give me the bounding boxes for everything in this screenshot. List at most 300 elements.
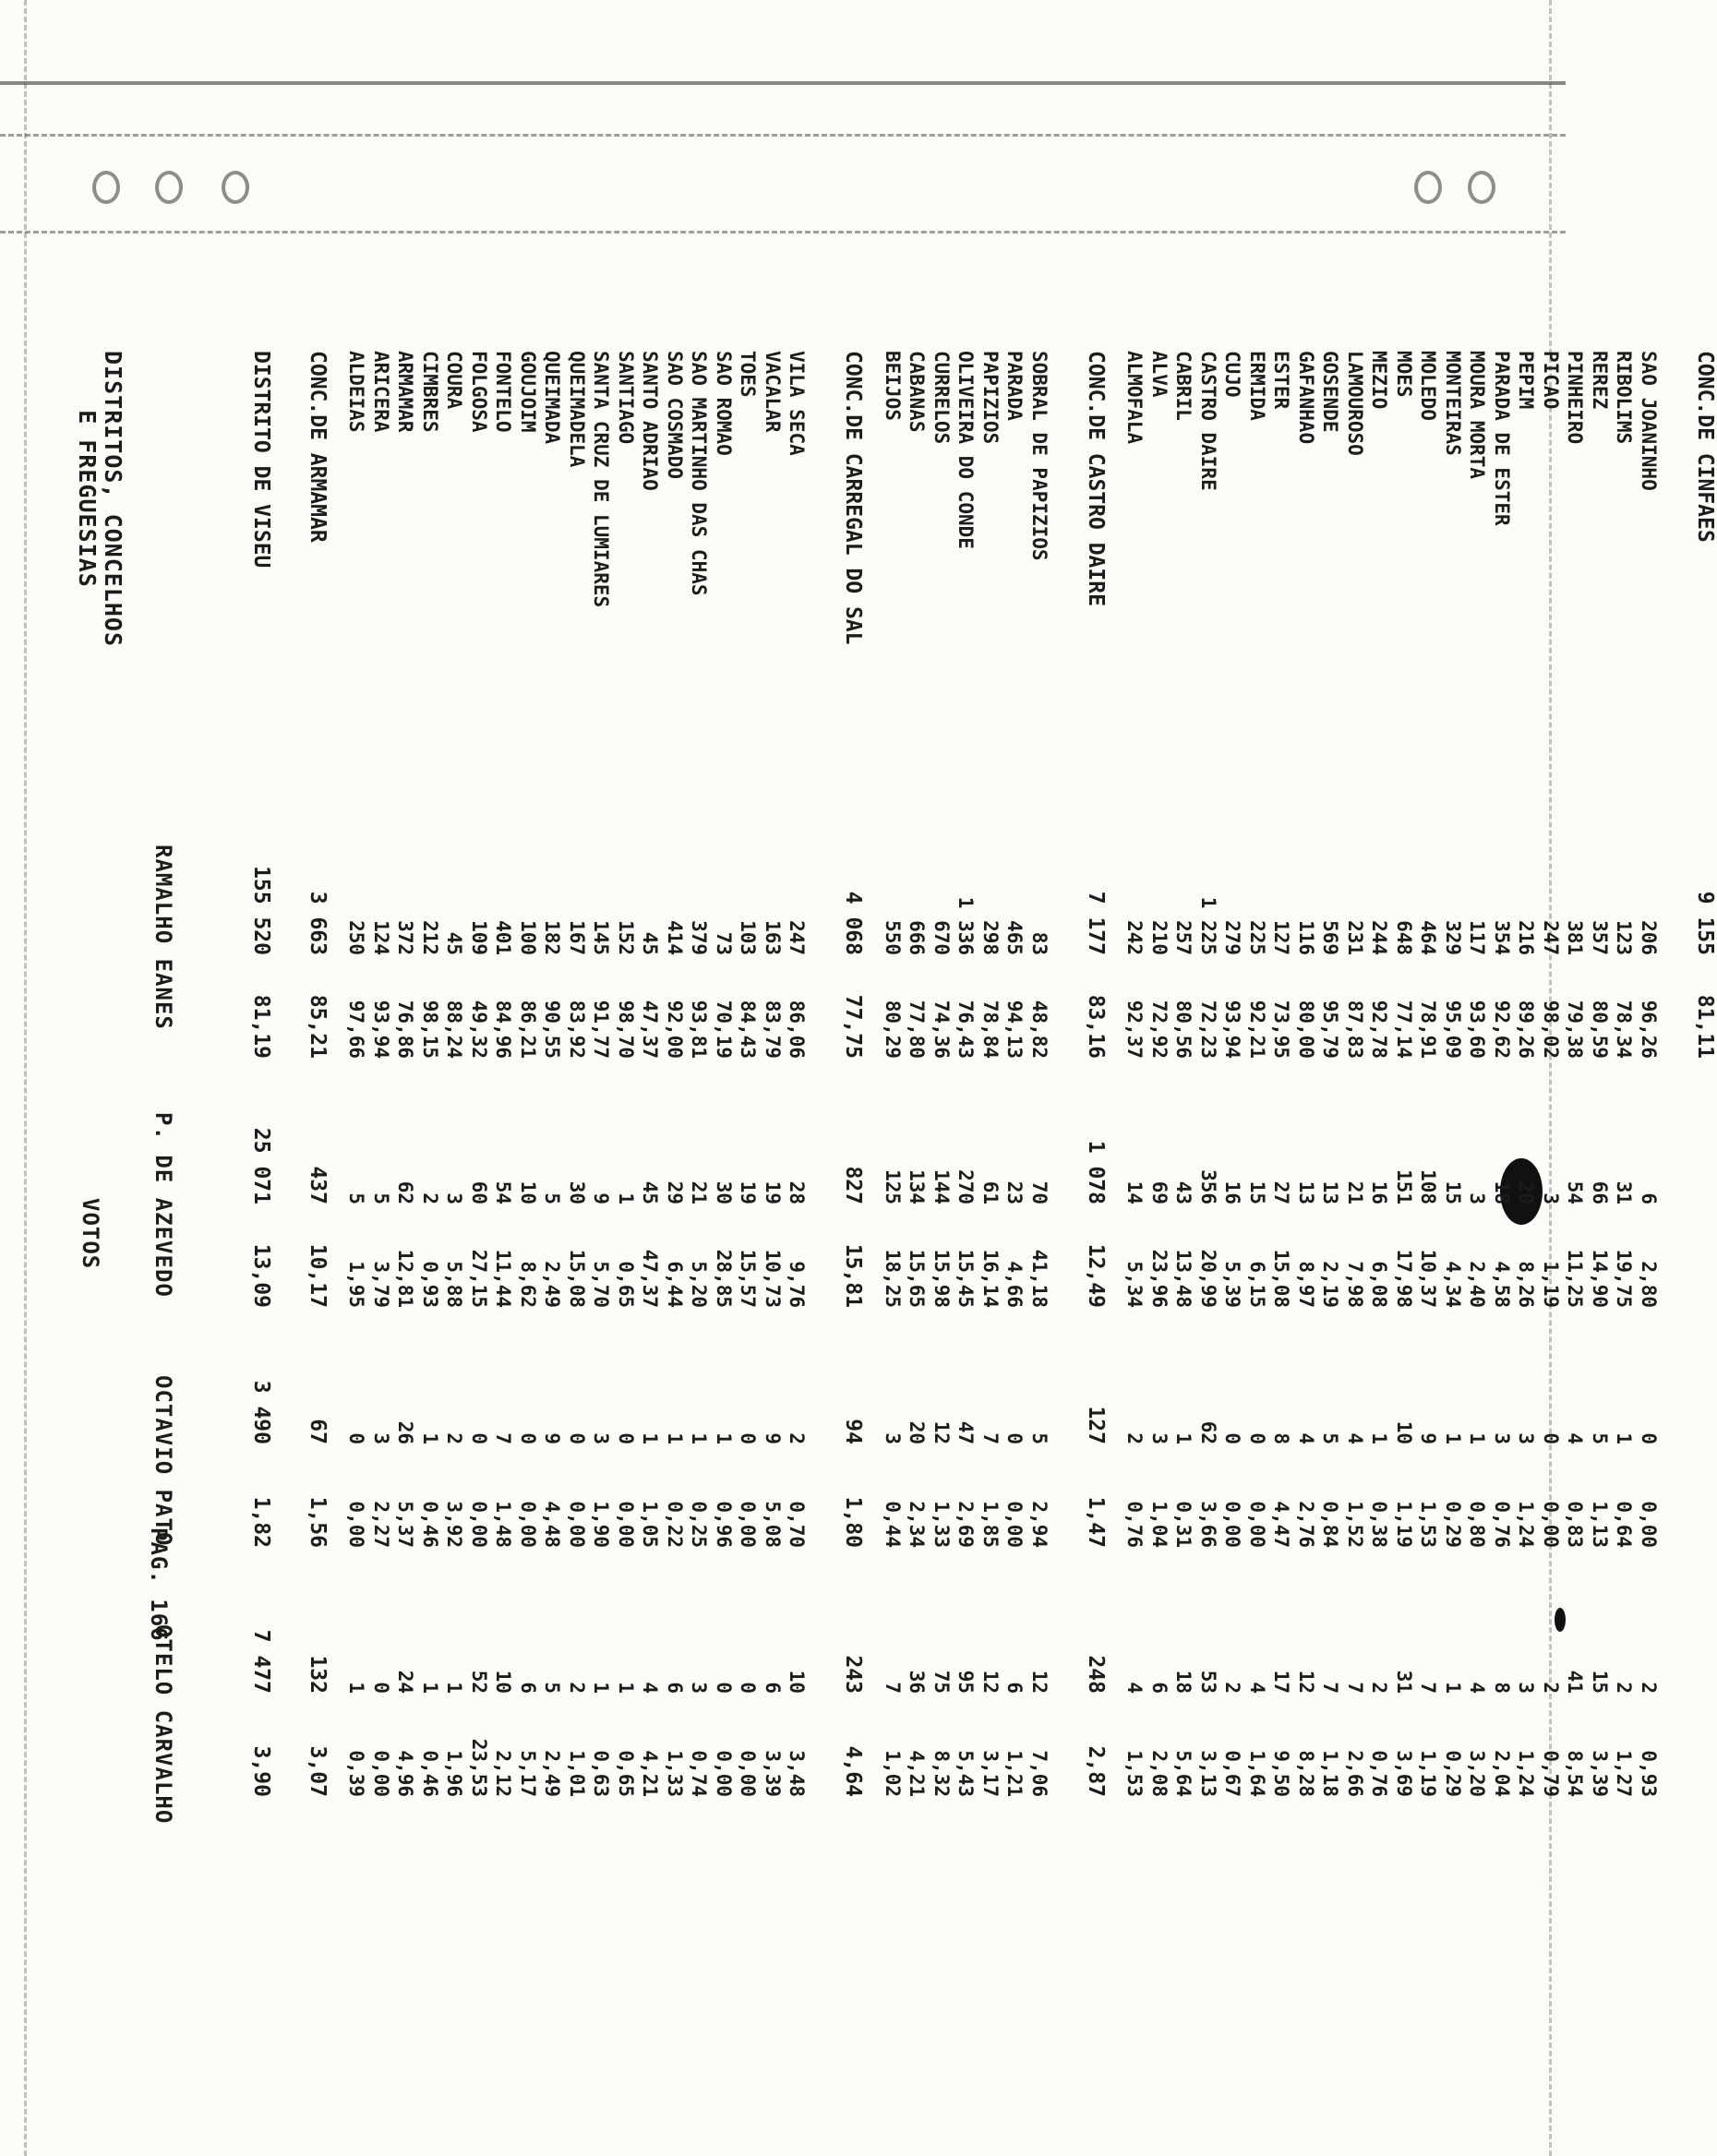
freguesia-row-value: 401: [492, 920, 514, 955]
concelho-row-value: 10,17: [306, 1243, 330, 1308]
freguesia-row-name: PAPIZIOS: [979, 351, 1002, 445]
freguesia-row-value: 5,37: [394, 1501, 416, 1548]
freguesia-row-name: SOBRAL DE PAPIZIOS: [1028, 351, 1051, 561]
freguesia-row-value: 1,85: [979, 1501, 1002, 1548]
freguesia-row-value: 48,82: [1028, 1000, 1051, 1059]
freguesia-row-value: 7,98: [1344, 1261, 1366, 1308]
freguesia-row-value: 16: [1368, 1180, 1390, 1204]
freguesia-row-value: 1,19: [1417, 1750, 1439, 1797]
freguesia-row-value: 18: [1491, 1180, 1513, 1204]
freguesia-row-value: 0,65: [615, 1750, 637, 1797]
freguesia-row-name: SANTIAGO: [615, 351, 637, 445]
freguesia-row-value: 15,45: [955, 1249, 977, 1308]
concelho-row-value: 83,16: [1084, 994, 1108, 1059]
freguesia-row-value: 225: [1246, 920, 1268, 955]
freguesia-row-value: 1,33: [664, 1750, 686, 1797]
freguesia-row-value: 1 225: [1197, 896, 1219, 955]
concelho-row-name: CONC.DE CARREGAL DO SAL: [841, 351, 865, 645]
freguesia-row-value: 0,93: [1638, 1750, 1660, 1797]
freguesia-row-value: 216: [1515, 920, 1537, 955]
freguesia-row-value: 70,19: [713, 1000, 735, 1059]
freguesia-row-value: 98,15: [419, 1000, 441, 1059]
freguesia-row-value: 1: [419, 1682, 441, 1694]
freguesia-row-value: 2: [1638, 1682, 1660, 1694]
freguesia-row-value: 0,74: [688, 1750, 710, 1797]
freguesia-row-value: 0,46: [419, 1501, 441, 1548]
freguesia-row-name: PINHEIRO: [1564, 351, 1586, 445]
freguesia-row-name: CUJO: [1221, 351, 1243, 398]
freguesia-row-value: 4: [1295, 1432, 1317, 1444]
freguesia-row-value: 19: [762, 1180, 784, 1204]
freguesia-row-value: 1: [615, 1192, 637, 1204]
freguesia-row-value: 1: [590, 1682, 612, 1694]
freguesia-row-value: 231: [1344, 920, 1366, 955]
freguesia-row-value: 1,02: [882, 1750, 904, 1797]
freguesia-row-value: 2,49: [541, 1261, 563, 1308]
concelho-row-value: 827: [841, 1166, 865, 1204]
freguesia-row-value: 2,94: [1028, 1501, 1051, 1548]
freguesia-row-value: 8,26: [1515, 1261, 1537, 1308]
freguesia-row-value: 4: [1246, 1682, 1268, 1694]
freguesia-row-value: 8: [1491, 1682, 1513, 1694]
freguesia-row-value: 2,12: [492, 1750, 514, 1797]
freguesia-row-value: 23,53: [468, 1738, 490, 1797]
freguesia-row-value: 78,34: [1613, 1000, 1635, 1059]
freguesia-row-value: 0,93: [419, 1261, 441, 1308]
freguesia-row-value: 69: [1148, 1180, 1171, 1204]
freguesia-row-value: 3,48: [786, 1750, 808, 1797]
freguesia-row-value: 6,44: [664, 1261, 686, 1308]
freguesia-row-value: 1: [713, 1432, 735, 1444]
freguesia-row-value: 8,62: [517, 1261, 539, 1308]
freguesia-row-value: 0: [1638, 1432, 1660, 1444]
freguesia-row-value: 6: [664, 1682, 686, 1694]
freguesia-row-value: 1,53: [1417, 1501, 1439, 1548]
freguesia-row-value: 250: [345, 920, 367, 955]
freguesia-row-name: SAO ROMAO: [713, 351, 735, 456]
freguesia-row-value: 379: [688, 920, 710, 955]
freguesia-row-name: CABRIL: [1172, 351, 1195, 421]
freguesia-row-value: 0,25: [688, 1501, 710, 1548]
freguesia-row-value: 270: [955, 1169, 977, 1204]
freguesia-row-value: 2,19: [1319, 1261, 1341, 1308]
concelho-row-value: 2,87: [1084, 1745, 1108, 1797]
freguesia-row-value: 41,18: [1028, 1249, 1051, 1308]
freguesia-row-value: 30: [566, 1180, 588, 1204]
freguesia-row-name: MEZIO: [1368, 351, 1390, 410]
freguesia-row-value: 1: [1172, 1432, 1195, 1444]
freguesia-row-value: 3,39: [1589, 1750, 1611, 1797]
freguesia-row-value: 93,60: [1466, 1000, 1488, 1059]
freguesia-row-value: 76,43: [955, 1000, 977, 1059]
freguesia-row-value: 5,88: [443, 1261, 465, 1308]
freguesia-row-value: 0,00: [615, 1501, 637, 1548]
freguesia-row-name: ARICERA: [370, 351, 392, 433]
freguesia-row-value: 6: [1003, 1682, 1026, 1694]
freguesia-row-value: 10: [517, 1180, 539, 1204]
concelho-row-name: CONC.DE CASTRO DAIRE: [1084, 351, 1108, 606]
freguesia-row-value: 4: [1344, 1432, 1366, 1444]
freguesia-row-value: 62: [394, 1180, 416, 1204]
concelho-row-value: 15,81: [841, 1243, 865, 1308]
freguesia-row-value: 52: [468, 1670, 490, 1694]
freguesia-row-name: RIBOLIMS: [1613, 351, 1635, 445]
freguesia-row-value: 72,92: [1148, 1000, 1171, 1059]
freguesia-row-value: 15: [1442, 1180, 1464, 1204]
freguesia-row-name: FOLGOSA: [468, 351, 490, 433]
candidate-carvalho: OTELO CARVALHO: [150, 1624, 176, 1825]
freguesia-row-value: 74,36: [931, 1000, 953, 1059]
freguesia-row-value: 15,98: [931, 1249, 953, 1308]
freguesia-row-name: QUEIMADA: [541, 351, 563, 445]
freguesia-row-value: 11,44: [492, 1249, 514, 1308]
freguesia-row-value: 127: [1270, 920, 1292, 955]
district-row-value: 3,90: [249, 1745, 273, 1797]
freguesia-row-value: 93,94: [1221, 1000, 1243, 1059]
freguesia-row-value: 70: [1028, 1180, 1051, 1204]
candidate-eanes: RAMALHO EANES: [150, 844, 176, 1030]
freguesia-row-value: 1,18: [1319, 1750, 1341, 1797]
freguesia-row-value: 3,79: [370, 1261, 392, 1308]
freguesia-row-value: 8,28: [1295, 1750, 1317, 1797]
freguesia-row-value: 2,80: [1638, 1261, 1660, 1308]
freguesia-row-value: 78,91: [1417, 1000, 1439, 1059]
freguesia-row-name: SANTA CRUZ DE LUMIARES: [590, 351, 612, 608]
freguesia-row-value: 94,13: [1003, 1000, 1026, 1059]
freguesia-row-value: 0,00: [1638, 1501, 1660, 1548]
freguesia-row-value: 10,37: [1417, 1249, 1439, 1308]
freguesia-row-name: PARADA DE ESTER: [1491, 351, 1513, 526]
freguesia-row-value: 1,01: [566, 1750, 588, 1797]
freguesia-row-value: 2: [1613, 1682, 1635, 1694]
freguesia-row-value: 0,22: [664, 1501, 686, 1548]
freguesia-row-name: SANTO ADRIAO: [639, 351, 661, 491]
freguesia-row-value: 6: [1148, 1682, 1171, 1694]
concelho-row-value: 248: [1084, 1655, 1108, 1694]
freguesia-row-value: 4,47: [1270, 1501, 1292, 1548]
freguesia-row-value: 2,08: [1148, 1750, 1171, 1797]
freguesia-row-name: PICAO: [1540, 351, 1562, 410]
freguesia-row-value: 4: [1123, 1682, 1146, 1694]
freguesia-row-value: 2,69: [955, 1501, 977, 1548]
freguesia-row-value: 0,00: [1540, 1501, 1562, 1548]
freguesia-row-value: 372: [394, 920, 416, 955]
freguesia-row-value: 2: [1221, 1682, 1243, 1694]
freguesia-row-value: 0,29: [1442, 1750, 1464, 1797]
district-row-value: 13,09: [249, 1243, 273, 1308]
freguesia-row-value: 9,50: [1270, 1750, 1292, 1797]
freguesia-row-value: 0: [737, 1682, 759, 1694]
freguesia-row-name: GOSENDE: [1319, 351, 1341, 433]
freguesia-row-name: MOLEDO: [1417, 351, 1439, 421]
freguesia-row-value: 5: [1319, 1432, 1341, 1444]
concelho-row-name: CONC.DE CINFAES: [1693, 351, 1717, 543]
freguesia-row-value: 4,34: [1442, 1261, 1464, 1308]
freguesia-row-value: 357: [1589, 920, 1611, 955]
concelho-row-value: 3 663: [306, 891, 330, 955]
freguesia-row-name: CIMBRES: [419, 351, 441, 433]
title-line-2: E FREGUESIAS: [74, 410, 101, 588]
district-row-value: 25 071: [249, 1127, 273, 1204]
freguesia-row-value: 0,80: [1466, 1501, 1488, 1548]
freguesia-row-value: 0,00: [345, 1501, 367, 1548]
freguesia-row-value: 47: [955, 1420, 977, 1444]
freguesia-row-value: 6: [517, 1682, 539, 1694]
freguesia-row-name: VACALAR: [762, 351, 784, 433]
freguesia-row-value: 15: [1589, 1670, 1611, 1694]
freguesia-row-value: 72,23: [1197, 1000, 1219, 1059]
freguesia-row-value: 3: [1515, 1432, 1537, 1444]
freguesia-row-value: 0,00: [566, 1501, 588, 1548]
freguesia-row-name: ALVA: [1148, 351, 1171, 398]
freguesia-row-value: 3,92: [443, 1501, 465, 1548]
freguesia-row-value: 7: [1344, 1682, 1366, 1694]
freguesia-row-value: 4,58: [1491, 1261, 1513, 1308]
freguesia-row-value: 80,59: [1589, 1000, 1611, 1059]
concelho-row-value: 1,47: [1084, 1496, 1108, 1548]
freguesia-row-value: 4,21: [639, 1750, 661, 1797]
district-row-value: 1,82: [249, 1496, 273, 1548]
freguesia-row-value: 0,65: [615, 1261, 637, 1308]
freguesia-row-value: 1 336: [955, 896, 977, 955]
freguesia-row-value: 212: [419, 920, 441, 955]
freguesia-row-value: 464: [1417, 920, 1439, 955]
freguesia-row-value: 1,52: [1344, 1501, 1366, 1548]
freguesia-row-value: 92,37: [1123, 1000, 1146, 1059]
concelho-row-value: 3,07: [306, 1745, 330, 1797]
freguesia-row-value: 1,24: [1515, 1501, 1537, 1548]
freguesia-row-value: 648: [1393, 920, 1415, 955]
freguesia-row-value: 2,49: [541, 1750, 563, 1797]
freguesia-row-value: 4: [1564, 1432, 1586, 1444]
freguesia-row-value: 80,00: [1295, 1000, 1317, 1059]
freguesia-row-value: 0,79: [1540, 1750, 1562, 1797]
concelho-row-value: 132: [306, 1655, 330, 1694]
title-line-1: DISTRITOS, CONCELHOS: [100, 351, 126, 648]
freguesia-row-value: 145: [590, 920, 612, 955]
freguesia-row-value: 134: [906, 1169, 928, 1204]
freguesia-row-value: 210: [1148, 920, 1171, 955]
freguesia-row-value: 30: [713, 1180, 735, 1204]
freguesia-row-value: 80,29: [882, 1000, 904, 1059]
freguesia-row-value: 78,84: [979, 1000, 1002, 1059]
freguesia-row-value: 31: [1393, 1670, 1415, 1694]
freguesia-row-value: 5: [1589, 1432, 1611, 1444]
freguesia-row-value: 3: [688, 1682, 710, 1694]
freguesia-row-value: 19,75: [1613, 1249, 1635, 1308]
freguesia-row-name: ARMAMAR: [394, 351, 416, 433]
freguesia-row-value: 3: [882, 1432, 904, 1444]
title-block: [74, 351, 126, 647]
freguesia-row-name: LAMOUROSO: [1344, 351, 1366, 456]
freguesia-row-value: 1: [419, 1432, 441, 1444]
freguesia-row-value: 12: [931, 1420, 953, 1444]
freguesia-row-value: 43: [1172, 1180, 1195, 1204]
freguesia-row-value: 73: [713, 931, 735, 955]
concelho-row-value: 85,21: [306, 994, 330, 1059]
freguesia-row-value: 3: [1515, 1682, 1537, 1694]
freguesia-row-value: 97,66: [345, 1000, 367, 1059]
freguesia-row-value: 1,19: [1393, 1501, 1415, 1548]
candidate-pato: OCTAVIO PATO: [150, 1375, 176, 1547]
freguesia-row-value: 7: [1417, 1682, 1439, 1694]
freguesia-row-value: 92,21: [1246, 1000, 1268, 1059]
freguesia-row-value: 2: [786, 1432, 808, 1444]
freguesia-row-value: 31: [1613, 1180, 1635, 1204]
freguesia-row-value: 0,84: [1319, 1501, 1341, 1548]
freguesia-row-value: 26: [394, 1420, 416, 1444]
freguesia-row-value: 123: [1613, 920, 1635, 955]
freguesia-row-value: 0: [1221, 1432, 1243, 1444]
freguesia-row-value: 0,00: [1246, 1501, 1268, 1548]
freguesia-row-value: 88,24: [443, 1000, 465, 1059]
freguesia-row-value: 4,66: [1003, 1261, 1026, 1308]
freguesia-row-value: 20: [906, 1420, 928, 1444]
freguesia-row-value: 15,65: [906, 1249, 928, 1308]
freguesia-row-value: 279: [1221, 920, 1243, 955]
freguesia-row-value: 3: [1491, 1432, 1513, 1444]
freguesia-row-value: 244: [1368, 920, 1390, 955]
freguesia-row-value: 15,08: [1270, 1249, 1292, 1308]
freguesia-row-value: 5,43: [955, 1750, 977, 1797]
freguesia-row-value: 3: [1466, 1192, 1488, 1204]
freguesia-row-value: 465: [1003, 920, 1026, 955]
freguesia-row-value: 1,13: [1589, 1501, 1611, 1548]
freguesia-row-value: 0,70: [786, 1501, 808, 1548]
freguesia-row-value: 29: [664, 1180, 686, 1204]
freguesia-row-value: 10: [786, 1670, 808, 1694]
freguesia-row-value: 27,15: [468, 1249, 490, 1308]
freguesia-row-value: 1: [639, 1432, 661, 1444]
freguesia-row-value: 1: [688, 1432, 710, 1444]
freguesia-row-name: REREZ: [1589, 351, 1611, 410]
concelho-row-value: 4,64: [841, 1745, 865, 1797]
freguesia-row-name: MONTEIRAS: [1442, 351, 1464, 456]
freguesia-row-value: 1,19: [1540, 1261, 1562, 1308]
freguesia-row-value: 87,83: [1344, 1000, 1366, 1059]
freguesia-row-value: 0: [1246, 1432, 1268, 1444]
freguesia-row-value: 381: [1564, 920, 1586, 955]
freguesia-row-value: 24: [394, 1670, 416, 1694]
freguesia-row-value: 1: [345, 1682, 367, 1694]
freguesia-row-value: 5,39: [1221, 1261, 1243, 1308]
freguesia-row-value: 9: [590, 1192, 612, 1204]
freguesia-row-value: 1,33: [931, 1501, 953, 1548]
freguesia-row-value: 47,37: [639, 1249, 661, 1308]
freguesia-row-value: 61: [979, 1180, 1002, 1204]
freguesia-row-value: 257: [1172, 920, 1195, 955]
freguesia-row-value: 3,13: [1197, 1750, 1219, 1797]
freguesia-row-value: 12: [979, 1670, 1002, 1694]
freguesia-row-value: 3: [370, 1432, 392, 1444]
freguesia-row-value: 92,00: [664, 1000, 686, 1059]
freguesia-row-value: 16,14: [979, 1249, 1002, 1308]
freguesia-row-value: 19: [737, 1180, 759, 1204]
freguesia-row-value: 8,97: [1295, 1261, 1317, 1308]
freguesia-row-value: 151: [1393, 1169, 1415, 1204]
freguesia-row-value: 0: [615, 1432, 637, 1444]
freguesia-row-name: ALMOFALA: [1123, 351, 1146, 445]
freguesia-row-value: 13: [1295, 1180, 1317, 1204]
freguesia-row-name: OLIVEIRA DO CONDE: [955, 351, 977, 549]
freguesia-row-value: 84,43: [737, 1000, 759, 1059]
freguesia-row-value: 0,76: [1491, 1501, 1513, 1548]
freguesia-row-value: 5: [541, 1192, 563, 1204]
freguesia-row-value: 414: [664, 920, 686, 955]
concelho-row-value: 94: [841, 1419, 865, 1444]
freguesia-row-value: 108: [1417, 1169, 1439, 1204]
freguesia-row-value: 0,39: [345, 1750, 367, 1797]
freguesia-row-value: 3: [590, 1432, 612, 1444]
freguesia-row-value: 23: [1003, 1180, 1026, 1204]
freguesia-row-value: 1,53: [1123, 1750, 1146, 1797]
freguesia-row-value: 354: [1491, 920, 1513, 955]
freguesia-row-value: 18: [1172, 1670, 1195, 1694]
freguesia-row-value: 0,00: [370, 1750, 392, 1797]
freguesia-row-value: 7: [882, 1682, 904, 1694]
freguesia-row-value: 0: [566, 1432, 588, 1444]
freguesia-row-value: 20: [1515, 1180, 1537, 1204]
district-row-value: 7 477: [249, 1629, 273, 1694]
freguesia-row-value: 666: [906, 920, 928, 955]
freguesia-row-value: 569: [1319, 920, 1341, 955]
freguesia-row-name: GOUJOIM: [517, 351, 539, 433]
freguesia-row-value: 83,92: [566, 1000, 588, 1059]
freguesia-row-value: 2: [566, 1682, 588, 1694]
freguesia-row-value: 49,32: [468, 1000, 490, 1059]
freguesia-row-value: 3,69: [1393, 1750, 1415, 1797]
freguesia-row-value: 124: [370, 920, 392, 955]
freguesia-row-value: 21: [1344, 1180, 1366, 1204]
freguesia-row-value: 0,00: [737, 1750, 759, 1797]
page-number: PAG. 166: [146, 1527, 172, 1642]
freguesia-row-value: 14,90: [1589, 1249, 1611, 1308]
freguesia-row-value: 15,08: [566, 1249, 588, 1308]
freguesia-row-value: 20,99: [1197, 1249, 1219, 1308]
freguesia-row-value: 0,64: [1613, 1501, 1635, 1548]
freguesia-row-value: 0: [1003, 1432, 1026, 1444]
freguesia-row-value: 2: [1123, 1432, 1146, 1444]
concelho-row-value: 77,75: [841, 994, 865, 1059]
freguesia-row-value: 53: [1197, 1670, 1219, 1694]
freguesia-row-value: 0,38: [1368, 1501, 1390, 1548]
freguesia-row-value: 93,94: [370, 1000, 392, 1059]
freguesia-row-value: 4,96: [394, 1750, 416, 1797]
freguesia-row-value: 0,67: [1221, 1750, 1243, 1797]
freguesia-row-value: 12: [1028, 1670, 1051, 1694]
freguesia-row-value: 73,95: [1270, 1000, 1292, 1059]
freguesia-row-value: 95,79: [1319, 1000, 1341, 1059]
freguesia-row-value: 5: [345, 1192, 367, 1204]
freguesia-row-value: 16: [1221, 1180, 1243, 1204]
freguesia-row-value: 2,34: [906, 1501, 928, 1548]
freguesia-row-value: 86,06: [786, 1000, 808, 1059]
freguesia-row-value: 167: [566, 920, 588, 955]
freguesia-row-name: COURA: [443, 351, 465, 410]
district-row-value: 3 490: [249, 1380, 273, 1444]
freguesia-row-value: 21: [688, 1180, 710, 1204]
freguesia-row-value: 0: [468, 1432, 490, 1444]
freguesia-row-value: 79,38: [1564, 1000, 1586, 1059]
freguesia-row-value: 77,80: [906, 1000, 928, 1059]
freguesia-row-value: 0,83: [1564, 1501, 1586, 1548]
concelho-row-value: 67: [306, 1419, 330, 1444]
freguesia-row-value: 91,77: [590, 1000, 612, 1059]
freguesia-row-value: 80,56: [1172, 1000, 1195, 1059]
freguesia-row-value: 45: [443, 931, 465, 955]
freguesia-row-value: 0,29: [1442, 1501, 1464, 1548]
freguesia-row-value: 2: [419, 1192, 441, 1204]
